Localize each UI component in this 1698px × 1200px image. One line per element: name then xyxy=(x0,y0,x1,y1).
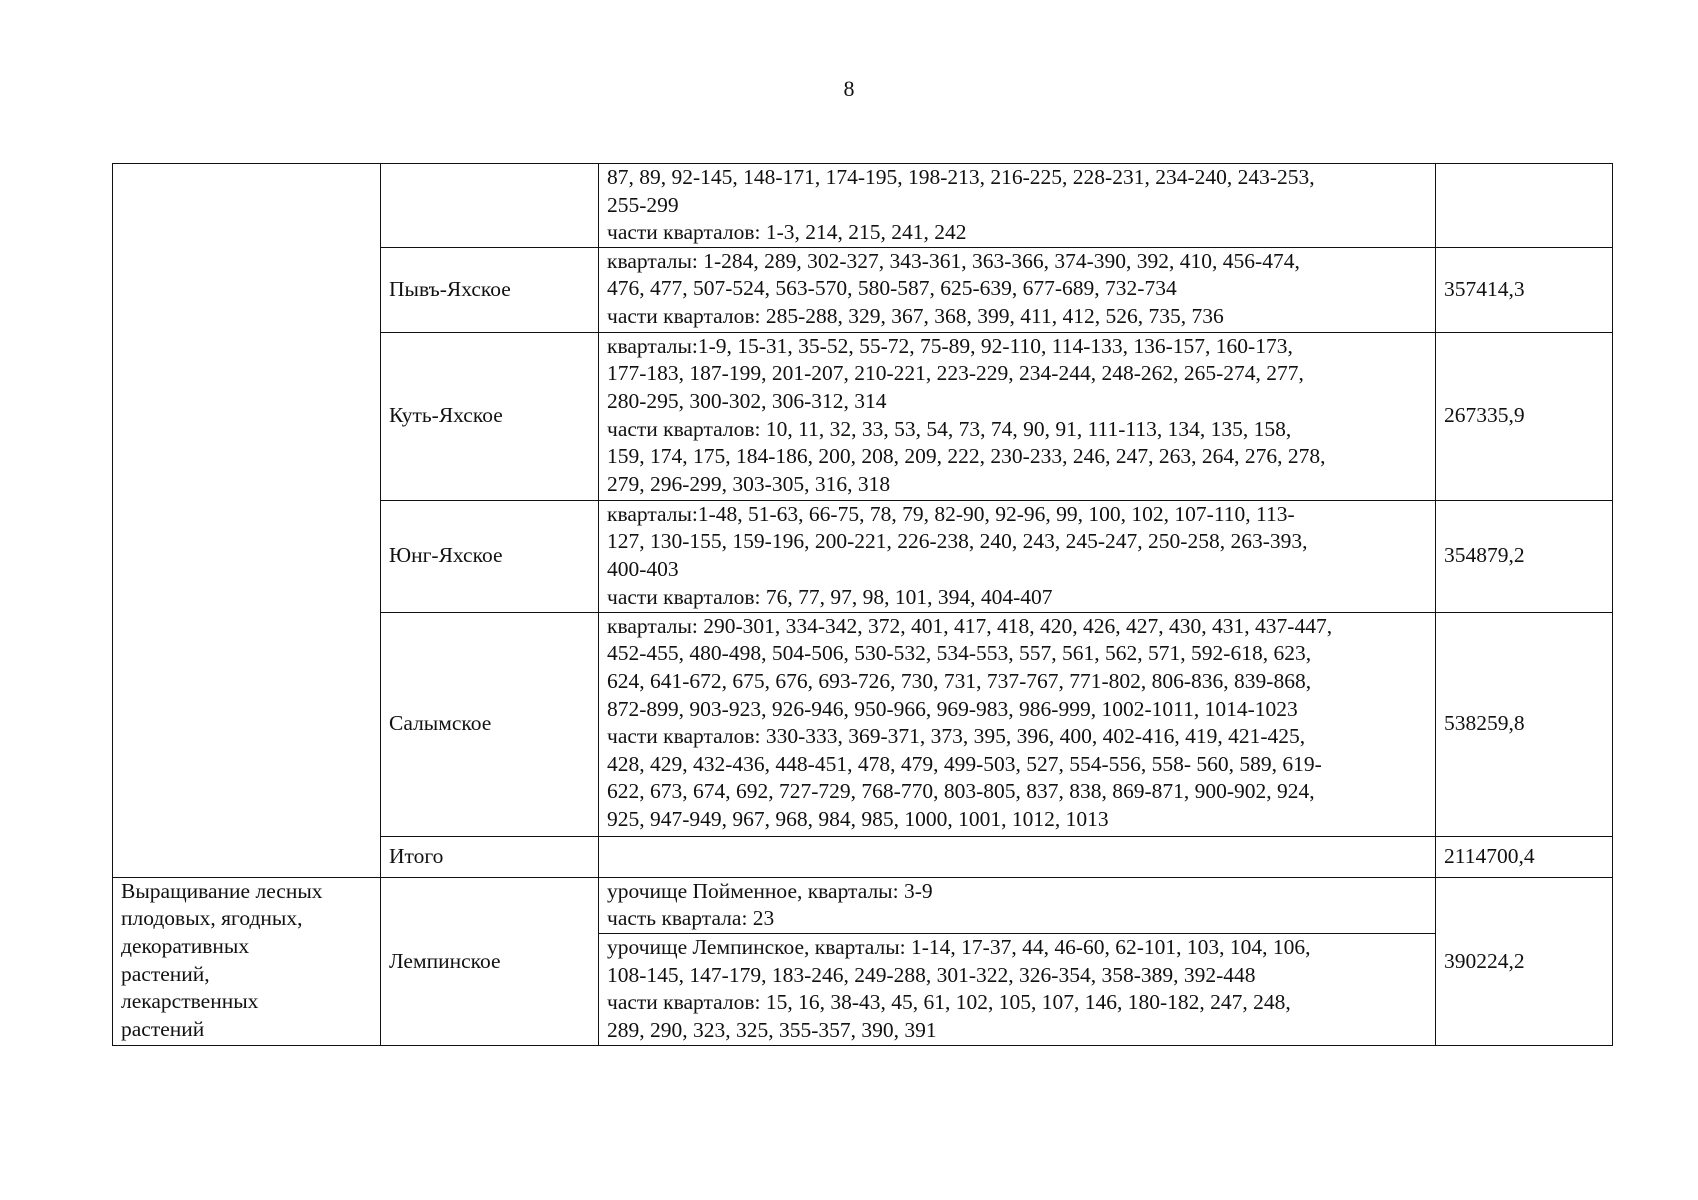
text-line: 255-299 xyxy=(607,192,679,217)
district-cell: Куть-Яхское xyxy=(381,332,599,500)
text-line: 622, 673, 674, 692, 727-729, 768-770, 803-805, 837, 838, 869-871, 900-902, 924, xyxy=(607,779,1315,804)
text-line: 872-899, 903-923, 926-946, 950-966, 969-983, 986-999, 1002-1011, 1014-1023 xyxy=(607,696,1298,721)
quarters-cell xyxy=(599,332,1436,500)
text-line: кварталы: 290-301, 334-342, 372, 401, 417, 418, 420, 426, 427, 430, 431, 437-447, xyxy=(607,613,1333,638)
activity-cell xyxy=(113,877,381,1045)
text-line: урочище Лемпинское, кварталы: 1-14, 17-37, 44, 46-60, 62-101, 103, 104, 106, xyxy=(607,934,1311,959)
text-line: 177-183, 187-199, 201-207, 210-221, 223-229, 234-244, 248-262, 265-274, 277, xyxy=(607,361,1304,386)
text-line: 280-295, 300-302, 306-312, 314 xyxy=(607,388,887,413)
quarters-cell xyxy=(599,500,1436,612)
district-cell xyxy=(381,164,599,248)
text-line: части кварталов: 1-3, 214, 215, 241, 242 xyxy=(607,220,967,245)
text-line: растений, xyxy=(121,961,210,986)
text-line: часть квартала: 23 xyxy=(607,906,775,931)
forest-allocation-table xyxy=(112,163,1613,1046)
text-line: 159, 174, 175, 184-186, 200, 208, 209, 222, 230-233, 246, 247, 263, 264, 276, 278, xyxy=(607,444,1326,469)
quarters-cell xyxy=(599,877,1436,933)
text-line: Выращивание лесных xyxy=(121,878,323,903)
quarters-cell xyxy=(599,836,1436,877)
quarters-cell xyxy=(599,164,1436,248)
text-line: кварталы:1-48, 51-63, 66-75, 78, 79, 82-90, 92-96, 99, 100, 102, 107-110, 113- xyxy=(607,501,1295,526)
text-line: урочище Пойменное, кварталы: 3-9 xyxy=(607,878,933,903)
text-line: растений xyxy=(121,1016,205,1041)
text-line: 87, 89, 92-145, 148-171, 174-195, 198-213, 216-225, 228-231, 234-240, 243-253, xyxy=(607,165,1315,189)
activity-cell xyxy=(113,164,381,878)
district-cell: Пывъ-Яхское xyxy=(381,247,599,332)
table-row xyxy=(113,164,1613,248)
area-cell: 357414,3 xyxy=(1436,247,1613,332)
area-cell: 354879,2 xyxy=(1436,500,1613,612)
text-line: 925, 947-949, 967, 968, 984, 985, 1000, 1001, 1012, 1013 xyxy=(607,806,1109,831)
text-line: кварталы:1-9, 15-31, 35-52, 55-72, 75-89, 92-110, 114-133, 136-157, 160-173, xyxy=(607,333,1293,358)
text-line: 400-403 xyxy=(607,556,679,581)
text-line: части кварталов: 15, 16, 38-43, 45, 61, 102, 105, 107, 146, 180-182, 247, 248, xyxy=(607,990,1291,1015)
text-line: 279, 296-299, 303-305, 316, 318 xyxy=(607,471,891,496)
district-cell: Итого xyxy=(381,836,599,877)
quarters-cell xyxy=(599,247,1436,332)
area-cell xyxy=(1436,164,1613,248)
text-line: 127, 130-155, 159-196, 200-221, 226-238, 240, 243, 245-247, 250-258, 263-393, xyxy=(607,529,1308,554)
page-number: 8 xyxy=(843,76,855,101)
quarters-cell xyxy=(599,612,1436,836)
text-line: 452-455, 480-498, 504-506, 530-532, 534-553, 557, 561, 562, 571, 592-618, 623, xyxy=(607,641,1312,666)
text-line: лекарственных xyxy=(121,989,259,1014)
text-line: декоративных xyxy=(121,933,250,958)
table-body xyxy=(113,164,1613,1046)
district-cell: Юнг-Яхское xyxy=(381,500,599,612)
area-cell: 2114700,4 xyxy=(1436,836,1613,877)
text-line: части кварталов: 76, 77, 97, 98, 101, 394, 404-407 xyxy=(607,584,1053,609)
quarters-cell xyxy=(599,933,1436,1045)
area-cell: 390224,2 xyxy=(1436,877,1613,1045)
table-row xyxy=(113,877,1613,933)
text-line: 428, 429, 432-436, 448-451, 478, 479, 499-503, 527, 554-556, 558- 560, 589, 619- xyxy=(607,751,1322,776)
text-line: 624, 641-672, 675, 676, 693-726, 730, 731, 737-767, 771-802, 806-836, 839-868, xyxy=(607,668,1312,693)
text-line: кварталы: 1-284, 289, 302-327, 343-361, 363-366, 374-390, 392, 410, 456-474, xyxy=(607,248,1300,273)
text-line: части кварталов: 10, 11, 32, 33, 53, 54, 73, 74, 90, 91, 111-113, 134, 135, 158, xyxy=(607,416,1292,441)
district-cell: Салымское xyxy=(381,612,599,836)
area-cell: 538259,8 xyxy=(1436,612,1613,836)
text-line: части кварталов: 330-333, 369-371, 373, 395, 396, 400, 402-416, 419, 421-425, xyxy=(607,724,1306,749)
text-line: 476, 477, 507-524, 563-570, 580-587, 625-639, 677-689, 732-734 xyxy=(607,276,1177,301)
district-cell: Лемпинское xyxy=(381,877,599,1045)
text-line: плодовых, ягодных, xyxy=(121,906,303,931)
text-line: 289, 290, 323, 325, 355-357, 390, 391 xyxy=(607,1017,937,1042)
text-line: части кварталов: 285-288, 329, 367, 368, 399, 411, 412, 526, 735, 736 xyxy=(607,303,1224,328)
area-cell: 267335,9 xyxy=(1436,332,1613,500)
text-line: 108-145, 147-179, 183-246, 249-288, 301-322, 326-354, 358-389, 392-448 xyxy=(607,962,1256,987)
